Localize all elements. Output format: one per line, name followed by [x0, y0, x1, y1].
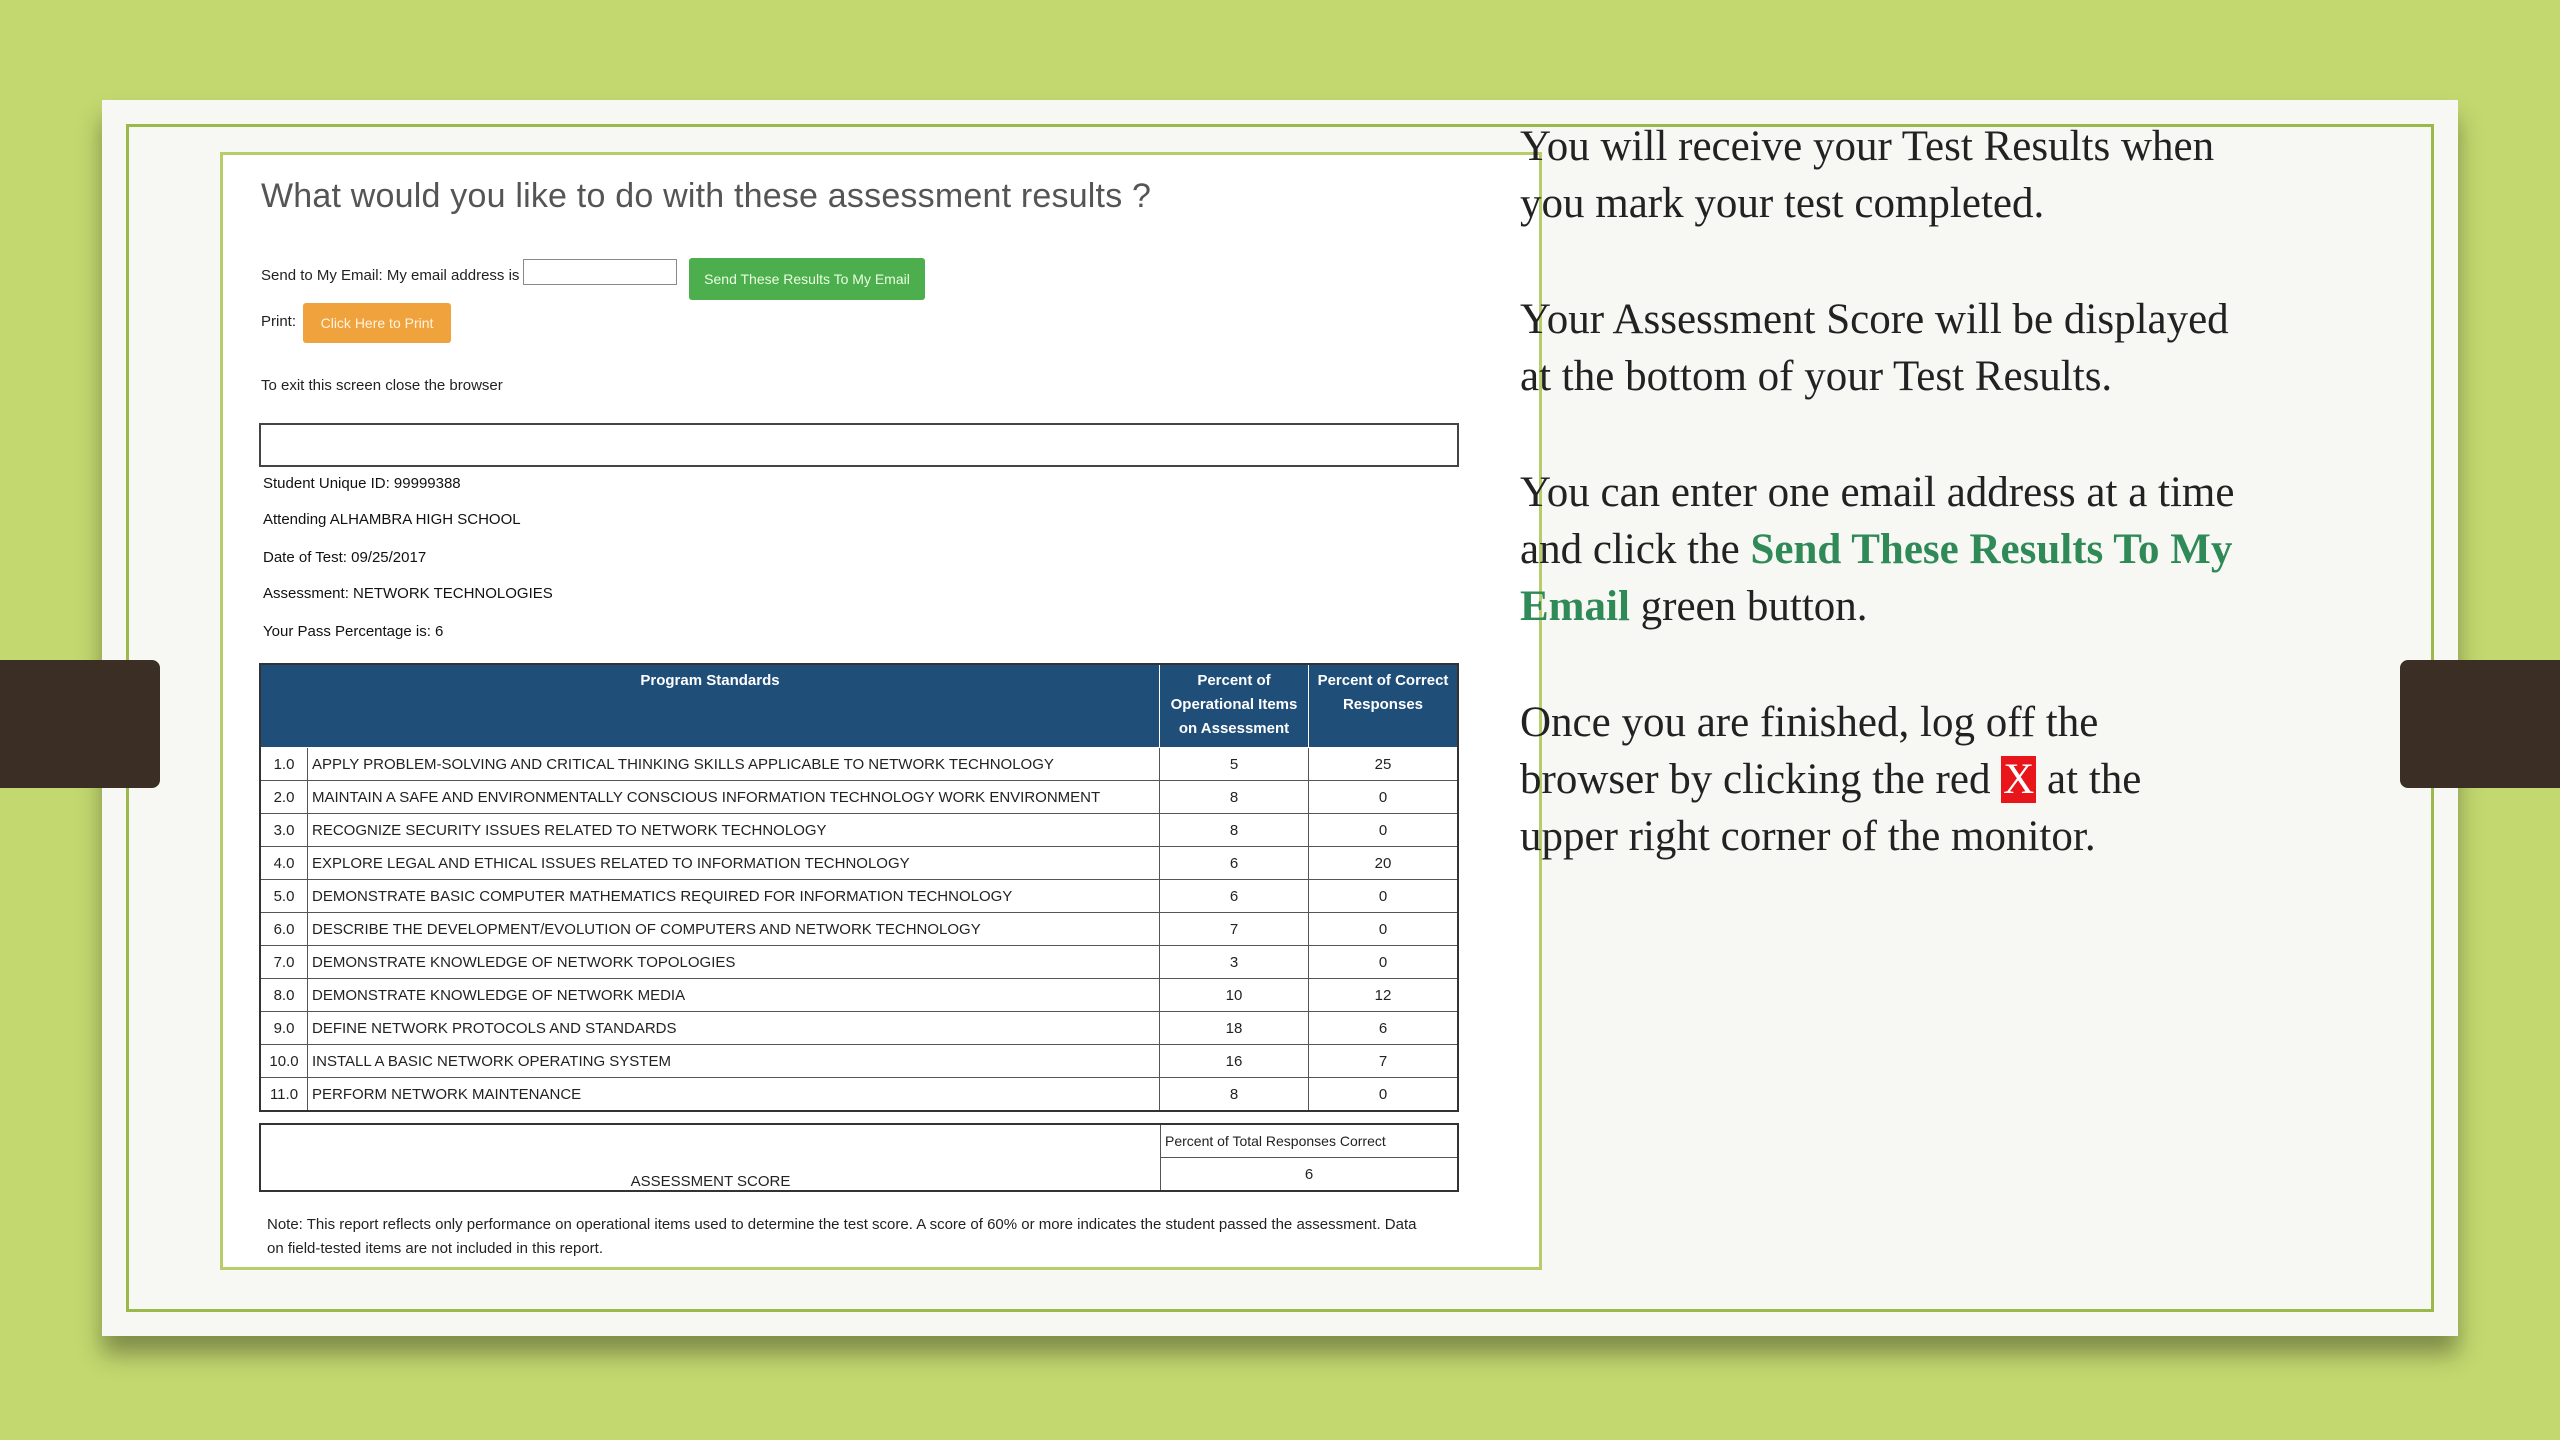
test-date: Date of Test: 09/25/2017	[263, 549, 427, 566]
standard-name: PERFORM NETWORK MAINTENANCE	[308, 1078, 1160, 1112]
items-percent: 6	[1160, 880, 1309, 913]
standard-number: 1.0	[260, 748, 308, 781]
table-row	[260, 781, 1458, 814]
standard-name: RECOGNIZE SECURITY ISSUES RELATED TO NETWORK TECHNOLOGY	[308, 814, 1160, 847]
correct-percent: 7	[1309, 1045, 1459, 1078]
page-title: What would you like to do with these assessment results ?	[261, 177, 1152, 215]
table-row	[260, 847, 1458, 880]
email-field[interactable]	[523, 259, 677, 285]
correct-percent: 25	[1309, 748, 1459, 781]
standard-name: INSTALL A BASIC NETWORK OPERATING SYSTEM	[308, 1045, 1160, 1078]
standard-name: MAINTAIN A SAFE AND ENVIRONMENTALLY CONSCIOUS INFORMATION TECHNOLOGY WORK ENVIRONMENT	[308, 781, 1160, 814]
email-label: Send to My Email: My email address is	[261, 267, 520, 284]
assessment-score-label: ASSESSMENT SCORE	[260, 1124, 1161, 1191]
send-results-highlight: Send These Results To My Email	[1520, 526, 2233, 630]
correct-percent: 0	[1309, 946, 1459, 979]
standard-name: DESCRIBE THE DEVELOPMENT/EVOLUTION OF COMPUTERS AND NETWORK TECHNOLOGY	[308, 913, 1160, 946]
instruction-email-text-a: You can enter one email address at a time and click the	[1520, 469, 2235, 573]
standard-number: 6.0	[260, 913, 308, 946]
standard-number: 10.0	[260, 1045, 308, 1078]
standard-number: 4.0	[260, 847, 308, 880]
attending-school: Attending ALHAMBRA HIGH SCHOOL	[263, 511, 521, 528]
standard-name: DEFINE NETWORK PROTOCOLS AND STANDARDS	[308, 1012, 1160, 1045]
instruction-logoff-text-b: at the upper right corner of the monitor.	[1520, 756, 2142, 860]
student-id: Student Unique ID: 99999388	[263, 475, 461, 492]
items-percent: 18	[1160, 1012, 1309, 1045]
send-results-button[interactable]: Send These Results To My Email	[689, 258, 925, 300]
column-header-standards: Program Standards	[260, 664, 1160, 748]
close-x-icon: X	[2003, 756, 2035, 803]
correct-percent: 0	[1309, 880, 1459, 913]
correct-percent: 0	[1309, 814, 1459, 847]
standard-number: 2.0	[260, 781, 308, 814]
items-percent: 8	[1160, 781, 1309, 814]
assessment-results-screenshot	[220, 152, 1542, 1270]
items-percent: 5	[1160, 748, 1309, 781]
items-percent: 8	[1160, 814, 1309, 847]
correct-percent: 0	[1309, 1078, 1459, 1112]
program-standards-table	[259, 663, 1459, 1112]
standard-name: APPLY PROBLEM-SOLVING AND CRITICAL THINKING SKILLS APPLICABLE TO NETWORK TECHNOLOGY	[308, 748, 1160, 781]
standard-number: 11.0	[260, 1078, 308, 1112]
instructions-panel	[1520, 118, 2240, 924]
score-value: 6	[1161, 1158, 1459, 1192]
correct-percent: 6	[1309, 1012, 1459, 1045]
assessment-score-table	[259, 1123, 1459, 1192]
items-percent: 8	[1160, 1078, 1309, 1112]
column-header-correct: Percent of Correct Responses	[1309, 664, 1459, 748]
table-row	[260, 1078, 1458, 1112]
print-button[interactable]: Click Here to Print	[303, 303, 451, 343]
items-percent: 10	[1160, 979, 1309, 1012]
instruction-score: Your Assessment Score will be displayed at the bottom of your Test Results.	[1520, 296, 2229, 400]
standard-name: EXPLORE LEGAL AND ETHICAL ISSUES RELATED TO INFORMATION TECHNOLOGY	[308, 847, 1160, 880]
table-row	[260, 880, 1458, 913]
standard-name: DEMONSTRATE BASIC COMPUTER MATHEMATICS REQUIRED FOR INFORMATION TECHNOLOGY	[308, 880, 1160, 913]
standard-name: DEMONSTRATE KNOWLEDGE OF NETWORK TOPOLOGIES	[308, 946, 1160, 979]
instruction-results: You will receive your Test Results when you mark your test completed.	[1520, 123, 2215, 227]
items-percent: 16	[1160, 1045, 1309, 1078]
correct-percent: 12	[1309, 979, 1459, 1012]
left-tab-decoration	[0, 660, 160, 788]
right-tab-decoration	[2400, 660, 2560, 788]
table-row	[260, 979, 1458, 1012]
standard-number: 7.0	[260, 946, 308, 979]
print-label: Print:	[261, 313, 297, 330]
info-box	[259, 423, 1459, 467]
correct-percent: 20	[1309, 847, 1459, 880]
column-header-items: Percent of Operational Items on Assessment	[1160, 664, 1309, 748]
instruction-logoff-text-a: Once you are finished, log off the browser by clicking the red	[1520, 699, 2099, 803]
standard-number: 9.0	[260, 1012, 308, 1045]
table-row	[260, 1012, 1458, 1045]
standard-number: 5.0	[260, 880, 308, 913]
correct-percent: 0	[1309, 781, 1459, 814]
report-note: Note: This report reflects only performance on operational items used to determine the test score. A score of 60% or more indicates the student passed the assessment. Data on field-tested items are not included in this report.	[267, 1216, 1417, 1257]
items-percent: 3	[1160, 946, 1309, 979]
standard-number: 8.0	[260, 979, 308, 1012]
table-row	[260, 1045, 1458, 1078]
standard-number: 3.0	[260, 814, 308, 847]
table-row	[260, 946, 1458, 979]
pass-percentage: Your Pass Percentage is: 6	[263, 623, 444, 640]
items-percent: 7	[1160, 913, 1309, 946]
score-header: Percent of Total Responses Correct	[1161, 1124, 1459, 1158]
standard-name: DEMONSTRATE KNOWLEDGE OF NETWORK MEDIA	[308, 979, 1160, 1012]
table-row	[260, 748, 1458, 781]
instruction-email	[1520, 464, 2240, 635]
assessment-name: Assessment: NETWORK TECHNOLOGIES	[263, 585, 553, 602]
table-row	[260, 814, 1458, 847]
correct-percent: 0	[1309, 913, 1459, 946]
table-row	[260, 913, 1458, 946]
instruction-email-text-b: green button.	[1629, 583, 1868, 630]
instruction-logoff	[1520, 694, 2240, 865]
exit-instructions: To exit this screen close the browser	[261, 377, 503, 394]
items-percent: 6	[1160, 847, 1309, 880]
